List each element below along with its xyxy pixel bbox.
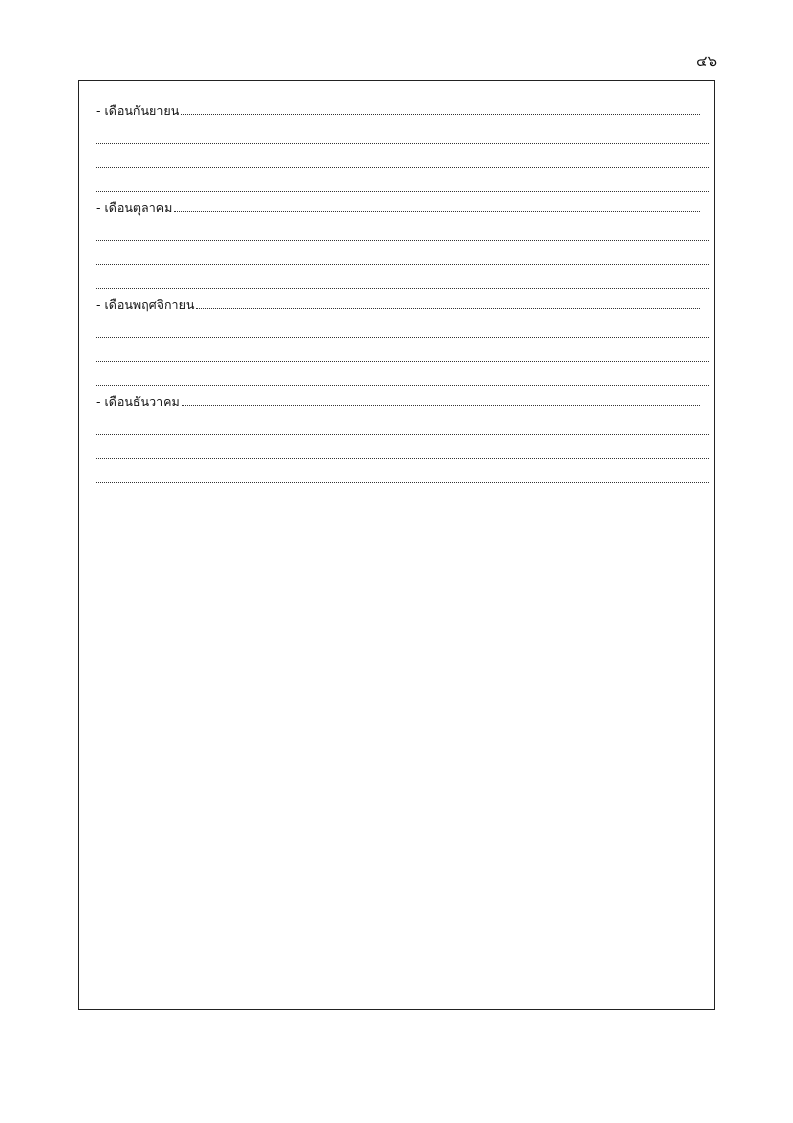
page-number: ๔๖ [696,52,717,70]
dotted-answer-line[interactable] [96,241,709,265]
entry-label-row [96,192,709,216]
dotted-answer-line[interactable] [96,459,709,483]
entry-october [96,192,709,289]
entry-label-row [96,289,709,313]
entry-label: - เดือนตุลาคม [96,200,173,215]
dotted-answer-line[interactable] [96,362,709,386]
dotted-answer-line[interactable] [96,168,709,192]
dotted-answer-line[interactable] [96,144,709,168]
dotted-fill-line[interactable] [181,113,700,115]
entry-september [96,95,709,192]
dotted-answer-line[interactable] [96,338,709,362]
entry-label: - เดือนกันยายน [96,103,180,118]
entry-label-row [96,386,709,410]
dotted-fill-line[interactable] [174,210,700,212]
dotted-answer-line[interactable] [96,410,709,435]
dotted-answer-line[interactable] [96,265,709,289]
form-frame [78,80,715,1010]
dotted-answer-line[interactable] [96,435,709,459]
entry-label: - เดือนพฤศจิกายน [96,297,195,312]
entry-label: - เดือนธันวาคม [96,394,180,409]
entry-december [96,386,709,483]
dotted-answer-line[interactable] [96,216,709,241]
dotted-fill-line[interactable] [196,307,700,309]
monthly-notes-form [96,95,709,483]
entry-november [96,289,709,386]
entry-label-row [96,95,709,119]
dotted-answer-line[interactable] [96,119,709,144]
dotted-answer-line[interactable] [96,313,709,338]
dotted-fill-line[interactable] [182,404,700,406]
